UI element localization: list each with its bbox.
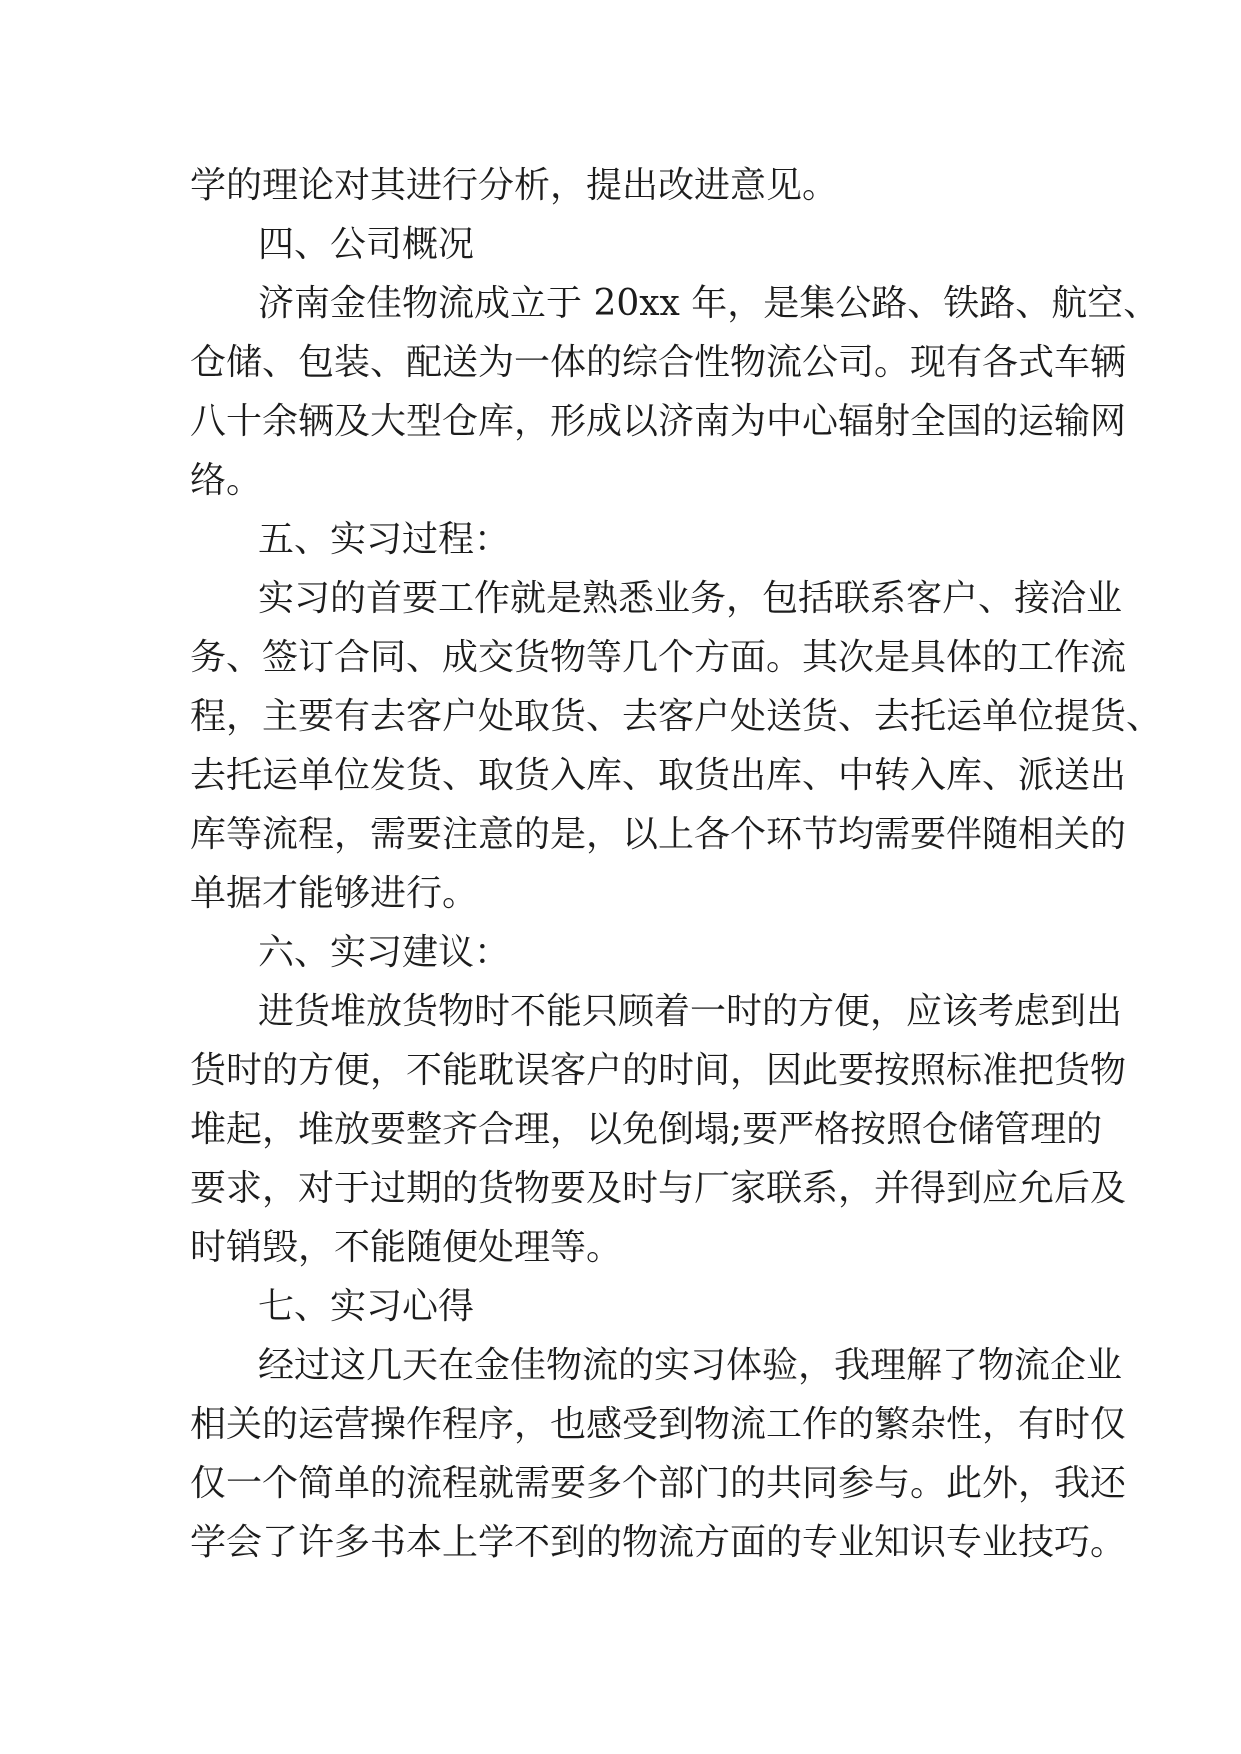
paragraph-line: 库等流程，需要注意的是，以上各个环节均需要伴随相关的	[190, 814, 1127, 855]
paragraph-line: 经过这几天在金佳物流的实习体验，我理解了物流企业	[258, 1345, 1123, 1386]
paragraph-line: 实习的首要工作就是熟悉业务，包括联系客户、接洽业	[258, 578, 1123, 619]
paragraph-line: 相关的运营操作程序，也感受到物流工作的繁杂性，有时仅	[190, 1404, 1127, 1445]
paragraph-line: 程，主要有去客户处取货、去客户处送货、去托运单位提货、	[190, 696, 1163, 737]
paragraph-line: 堆起，堆放要整齐合理，以免倒塌;要严格按照仓储管理的	[190, 1109, 1103, 1150]
section-heading-company-overview: 四、公司概况	[258, 224, 475, 265]
paragraph-line: 仓储、包装、配送为一体的综合性物流公司。现有各式车辆	[190, 342, 1127, 383]
paragraph-line: 学会了许多书本上学不到的物流方面的专业知识专业技巧。	[190, 1522, 1127, 1563]
paragraph-line: 去托运单位发货、取货入库、取货出库、中转入库、派送出	[190, 755, 1127, 796]
paragraph-line: 进货堆放货物时不能只顾着一时的方便，应该考虑到出	[258, 991, 1123, 1032]
paragraph-line: 单据才能够进行。	[190, 873, 479, 914]
section-heading-internship-suggestions: 六、实习建议：	[258, 932, 511, 973]
paragraph-line: 络。	[190, 460, 263, 501]
paragraph-line: 仅一个简单的流程就需要多个部门的共同参与。此外，我还	[190, 1463, 1127, 1504]
paragraph-line: 货时的方便，不能耽误客户的时间，因此要按照标准把货物	[190, 1050, 1127, 1091]
paragraph-line: 务、签订合同、成交货物等几个方面。其次是具体的工作流	[190, 637, 1127, 678]
paragraph-line: 济南金佳物流成立于 20xx 年，是集公路、铁路、航空、	[258, 283, 1160, 324]
paragraph-line: 时销毁，不能随便处理等。	[190, 1227, 623, 1268]
paragraph-line: 学的理论对其进行分析，提出改进意见。	[190, 165, 839, 206]
section-heading-internship-reflections: 七、实习心得	[258, 1286, 475, 1327]
paragraph-line: 八十余辆及大型仓库，形成以济南为中心辐射全国的运输网	[190, 401, 1127, 442]
section-heading-internship-process: 五、实习过程：	[258, 519, 511, 560]
paragraph-line: 要求，对于过期的货物要及时与厂家联系，并得到应允后及	[190, 1168, 1127, 1209]
